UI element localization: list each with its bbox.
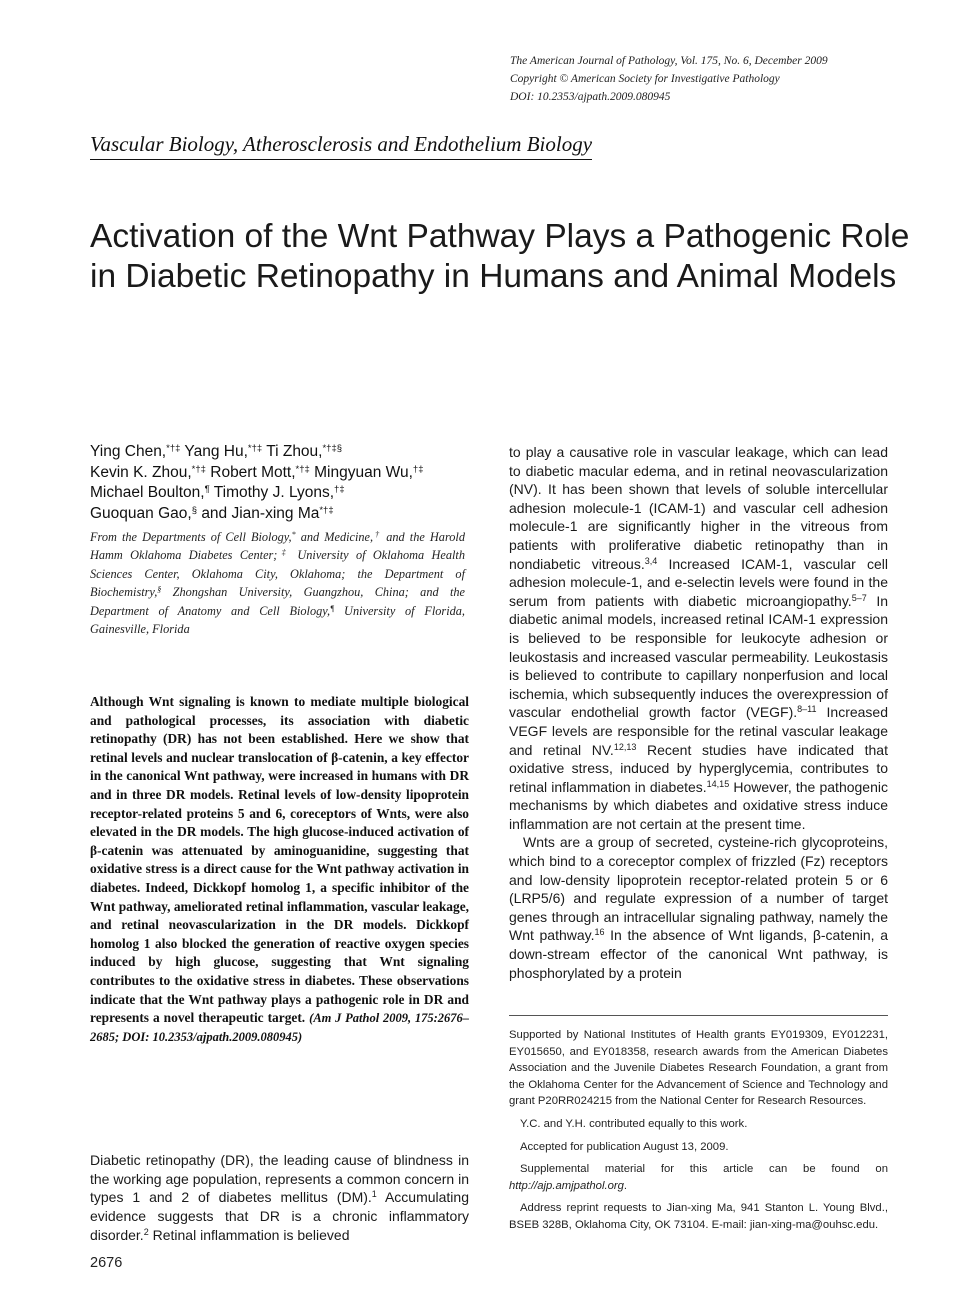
reference-superscript: †	[373, 530, 382, 539]
author-name: Guoquan Gao,	[90, 504, 192, 522]
author-name: Ti Zhou,	[266, 443, 323, 460]
text-run: Increased ICAM-1, vascular cell adhesion molecule-1, and e-selectin levels were found in the serum from patients with diabetic microangiopathy.	[509, 555, 888, 609]
text-run: University of Florida, Gainesville, Florida	[90, 603, 465, 637]
author-affiliation-marker: *†‡§	[322, 443, 343, 454]
reference-superscript: 14,15	[706, 778, 730, 789]
body-paragraph	[509, 443, 888, 833]
text-run: Increased VEGF levels are responsible for the retinal vascular leakage and retinal NV.	[509, 704, 889, 758]
author-list	[90, 442, 480, 524]
supplemental-link[interactable]: http://ajp.amjpathol.org	[509, 1179, 624, 1192]
text-run: Zhongshan University, Guangzhou, China; and the Department of Anatomy and Cell Biology,	[90, 585, 465, 618]
text-run: to play a causative role in vascular leakage, which can lead to diabetic macular edema, and in retinal neovascularization (NV). It has been shown that levels of soluble intercellular adhesion molecule-1 (ICAM-1) and vascular cell adhesion molecule-1 are significantly higher in the vitreous from patients with proliferative diabetic retinopathy than in nondiabetic vitreous.	[509, 444, 888, 572]
author-name: Michael Boulton,	[90, 484, 205, 501]
text-run: However, the pathogenic mechanisms by which diabetes and oxidative stress induce inflammation are not certain at the present time.	[509, 778, 888, 832]
author-name: Timothy J. Lyons,	[213, 484, 335, 501]
text-run: Wnts are a group of secreted, cysteine-rich glycoproteins, which bind to a coreceptor complex of frizzled (Fz) receptors and low-density lipoprotein receptor-related protein 5 or 6 (LRP5/6) and regulate expression of a number of target genes through an intracellular signaling pathway, namely the Wnt pathway.	[509, 834, 888, 944]
author-name: Mingyuan Wu,	[314, 463, 413, 481]
text-run: From the Departments of Cell Biology,	[90, 530, 292, 544]
author-affiliation-marker: ¶	[204, 484, 210, 495]
abstract	[90, 693, 469, 1046]
body-column-2	[509, 443, 888, 982]
introduction-paragraph	[90, 1151, 469, 1245]
text-run: and the Harold Hamm Oklahoma Diabetes Center;	[90, 530, 465, 563]
text-run: University of Oklahoma Health Sciences Center, Oklahoma City, Oklahoma; the Department of Biochemistry,	[90, 548, 465, 600]
footnotes	[509, 1027, 888, 1240]
journal-citation: The American Journal of Pathology, Vol. 175, No. 6, December 2009	[510, 55, 828, 67]
text-run: and Medicine,	[295, 530, 374, 544]
footnote-accepted: Accepted for publication August 13, 2009.	[520, 1140, 729, 1153]
reference-superscript: *	[291, 530, 296, 539]
footnote-supplemental-text: Supplemental material for this article can be found on	[520, 1163, 888, 1176]
reference-superscript: 1	[371, 1189, 377, 1200]
article-title: Activation of the Wnt Pathway Plays a Pathogenic Role in Diabetic Retinopathy in Humans and Animal Models	[90, 218, 910, 295]
footnote-reprint: Address reprint requests to Jian-xing Ma, 941 Stanton L. Young Blvd., BSEB 328B, Oklahoma City, OK 73104. E-mail: jian-xing-ma@ouhsc.edu.	[509, 1202, 888, 1231]
page-number: 2676	[90, 1255, 123, 1271]
text-run: In diabetic animal models, increased retinal ICAM-1 expression is believed to be responsible for leukocyte adhesion or leukostasis and increased vascular permeability. Leukostasis is believed to contribute to capillary nonperfusion and local ischemia, which subsequently induces the overexpression of vascular endothelial growth factor (VEGF).	[509, 592, 888, 721]
reference-superscript: ¶	[330, 603, 335, 613]
author-name: Yang Hu,	[184, 443, 248, 460]
author-affiliation-marker: *†‡	[247, 443, 263, 454]
author-name: Kevin K. Zhou,	[90, 463, 192, 481]
reference-superscript: 5–7	[851, 592, 867, 603]
footnote-supplemental-end: .	[623, 1179, 628, 1192]
abstract-body: Although Wnt signaling is known to mediate multiple biological and pathological processes, its association with diabetic retinopathy (DR) has not been established. Here we show that retinal levels and nuclear translocation of β-catenin, a key effector in the canonical Wnt pathway, were increased in humans with DR and in three DR models. Retinal levels of low-density lipoprotein receptor-related proteins 5 and 6, coreceptors of Wnts, were also elevated in the DR models. The high glucose-induced activation of β-catenin was attenuated by aminoguanidine, suggesting that oxidative stress is a direct cause for the Wnt pathway activation in diabetes. Indeed, Dickkopf homolog 1, a specific inhibitor of the Wnt pathway, ameliorated retinal inflammation, vascular leakage, and retinal neovascularization in the DR models. Dickkopf homolog 1 also blocked the generation of reactive oxygen species induced by high glucose, suggesting that Wnt signaling contributes to the oxidative stress in diabetes. These observations indicate that the Wnt pathway plays a pathogenic role in DR and represents a novel therapeutic target.	[90, 694, 469, 1026]
reference-superscript: ‡	[277, 548, 291, 558]
text-run: Diabetic retinopathy (DR), the leading cause of blindness in the working age population, represents a common concern in types 1 and 2 of diabetes mellitus (DM).	[90, 1152, 469, 1206]
footnote-divider	[509, 1015, 888, 1016]
abstract-citation: (Am J Pathol 2009, 175:2676–2685; DOI: 10.2353/ajpath.2009.080945)	[90, 1011, 470, 1044]
reference-superscript: 16	[594, 927, 605, 938]
text-run: Accumulating evidence suggests that DR is a chronic inflammatory disorder.	[90, 1189, 469, 1243]
text-run: Recent studies have indicated that oxidative stress, induced by hyperglycemia, contributes to retinal inflammation in diabetes.	[509, 741, 888, 795]
author-affiliation-marker: †‡	[412, 463, 424, 475]
author-name: Ying Chen,	[90, 443, 167, 460]
author-name: Robert Mott,	[210, 463, 296, 481]
reference-superscript: 12,13	[613, 741, 637, 752]
reference-superscript: 8–11	[797, 704, 817, 715]
body-paragraph	[509, 833, 888, 982]
author-affiliation-marker: *†‡	[295, 463, 310, 475]
text-run: In the absence of Wnt ligands, β-catenin, a down-stream effector of the canonical Wnt pathway, is phosphorylated by a protein	[509, 927, 888, 981]
journal-info	[510, 52, 910, 106]
author-affiliation-marker: *†‡	[319, 504, 334, 516]
journal-doi: DOI: 10.2353/ajpath.2009.080945	[510, 91, 671, 103]
reference-superscript: 2	[143, 1226, 149, 1237]
author-affiliation-marker: *†‡	[166, 443, 181, 454]
section-heading: Vascular Biology, Atherosclerosis and Endothelium Biology	[90, 131, 592, 160]
author-name: and Jian-xing Ma	[201, 504, 320, 522]
journal-copyright: Copyright © American Society for Investigative Pathology	[510, 73, 780, 85]
footnote-equal-contribution: Y.C. and Y.H. contributed equally to this work.	[520, 1117, 748, 1130]
author-affiliation-marker: §	[191, 504, 197, 516]
author-affiliation-marker: †‡	[334, 484, 345, 495]
reference-superscript: 3,4	[644, 555, 658, 566]
author-affiliation-marker: *†‡	[191, 463, 206, 475]
footnote-supplemental	[509, 1161, 888, 1194]
footnote-support: Supported by National Institutes of Health grants EY019309, EY012231, EY015650, and EY018358, research awards from the American Diabetes Association and the Juvenile Diabetes Research Foundation, a grant from the Oklahoma Center for the Advancement of Science and Technology and grant P20RR024215 from the National Center for Research Resources.	[509, 1029, 888, 1108]
reference-superscript: §	[157, 585, 162, 595]
text-run: Retinal inflammation is believed	[148, 1226, 350, 1243]
affiliations	[90, 528, 465, 638]
